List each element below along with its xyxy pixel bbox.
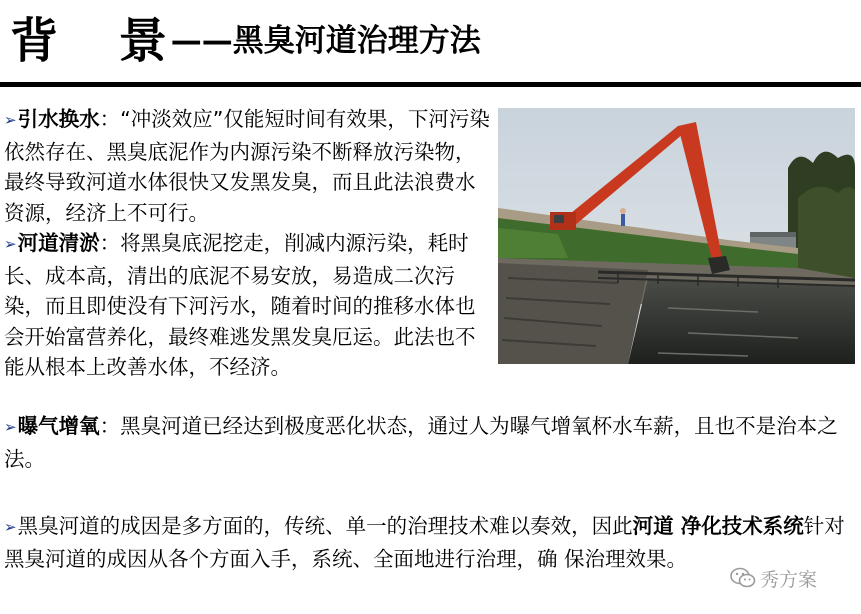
watermark — [730, 563, 850, 593]
bullet-arrow-icon: ➢ — [4, 111, 17, 129]
keyword-purification-system: 河道 净化技术系统 — [632, 514, 804, 538]
header-divider — [0, 82, 861, 87]
paragraph-text-before: 黑臭河道的成因是多方面的，传统、单一的治理技术难以奏效，因此 — [17, 514, 633, 538]
paragraph-text: ：将黑臭底泥挖走，削减内源污染，耗时长、成本高，清出的底泥不易安放，易造成二次污染，而且即使没有下河污水，随着时间的推移水体也会开始富营养化，最终难逃发黑发臭厄运。此法也不能从根本上改善水体，不经济。 — [4, 231, 476, 379]
paragraph-text: ：“冲淡效应”仅能短时间有效果，下河污染依然存在、黑臭底泥作为内源污染不断释放污染物，最终导致河道水体很快又发黑发臭，而且此法浪费水资源，经济上不可行。 — [4, 107, 490, 225]
paragraph-text-after: 针对黑臭河道的成因从各个方面入手，系统、全面地进行治理，确 保治理效果。 — [4, 514, 845, 571]
paragraph-aeration — [4, 411, 859, 474]
paragraph-water-diversion — [4, 104, 494, 228]
left-text-column — [4, 104, 494, 383]
keyword-aeration: 曝气增氧 — [17, 414, 100, 438]
bullet-arrow-icon: ➢ — [4, 518, 17, 536]
wechat-icon — [730, 567, 756, 589]
bullet-arrow-icon: ➢ — [4, 235, 17, 253]
page-title — [10, 2, 481, 80]
paragraph-dredging — [4, 228, 494, 383]
keyword-dredging: 河道清淤 — [17, 231, 100, 255]
keyword-water-diversion: 引水换水 — [17, 107, 100, 131]
watermark-text: 秀方案 — [760, 568, 818, 591]
title-main: 背 景 — [10, 13, 189, 69]
bullet-arrow-icon: ➢ — [4, 418, 17, 436]
dredging-photo — [498, 108, 855, 364]
title-subtitle: ——黑臭河道治理方法 — [170, 22, 481, 59]
paragraph-text: ：黑臭河道已经达到极度恶化状态，通过人为曝气增氧杯水车薪，且也不是治本之法。 — [4, 414, 838, 471]
